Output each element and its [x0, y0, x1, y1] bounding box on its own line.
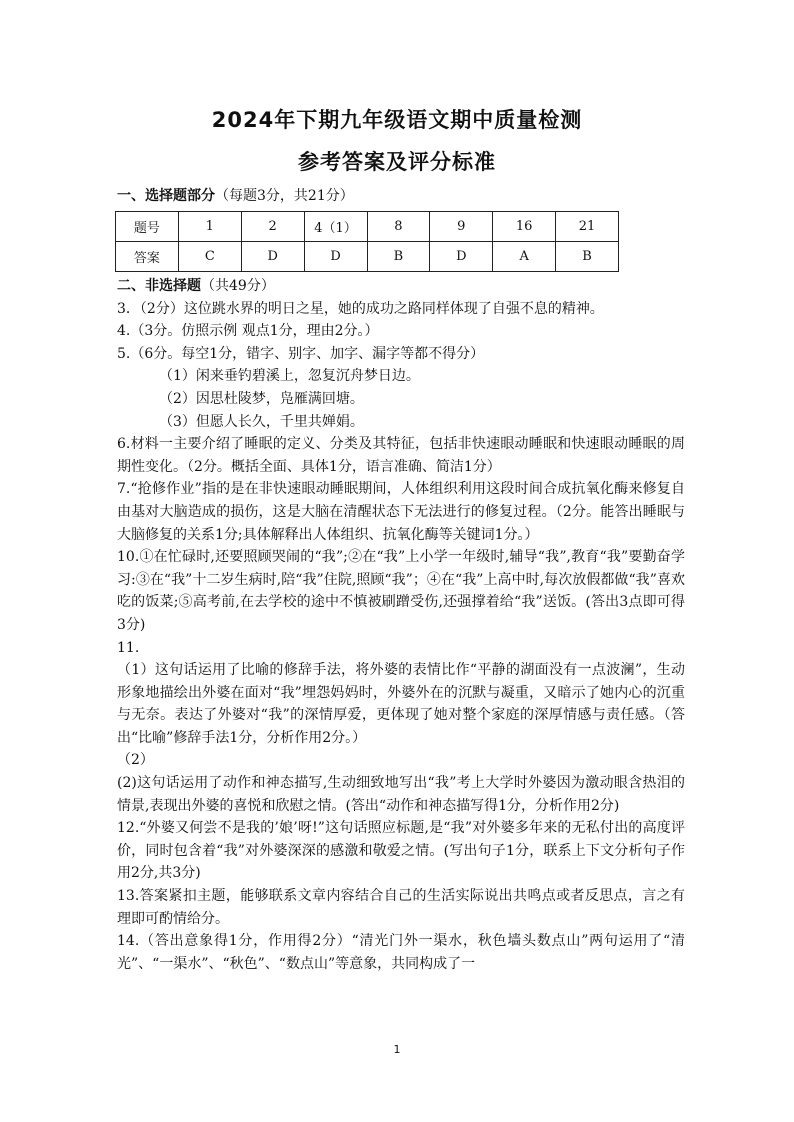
table-row-question-numbers [116, 212, 619, 242]
document-title: 2024年下期九年级语文期中质量检测 [211, 108, 583, 132]
table-cell: C [178, 242, 241, 272]
answer-table [115, 211, 619, 272]
table-cell: 21 [556, 212, 619, 242]
answer-paragraph: 5.（6分。每空1分，错字、别字、加字、漏字等都不得分） [117, 345, 485, 362]
answer-paragraph: (2)这句话运用了动作和神态描写,生动细致地写出“我”考上大学时外婆因为激动眼含热泪的情景,表现出外婆的喜悦和欣慰之情。(答出“动作和神态描写得1分，分析作用2分) [117, 775, 685, 814]
section-choice-title: 一、选择题部分 [117, 188, 215, 204]
section-choice-note: （每题3分，共21分） [215, 188, 354, 204]
table-cell: 16 [493, 212, 556, 242]
answer-paragraph: （1）这句话运用了比喻的修辞手法，将外婆的表情比作“平静的湖面没有一点波澜”，生动形象地描绘出外婆在面对“我”埋怨妈妈时，外婆外在的沉默与凝重，又暗示了她内心的沉重与无奈。表达了外婆对“我”的深情厚爱，更体现了她对整个家庭的深厚情感与责任感。（答出“比喻”修辞手法1分，分析作用2分。） [117, 662, 685, 746]
answer-paragraph: 6.材料一主要介绍了睡眠的定义、分类及其特征，包括非快速眼动睡眠和快速眼动睡眠的周期性变化。（2分。概括全面、具体1分，语言准确、简洁1分） [117, 436, 685, 475]
answer-paragraph: 13.答案紧扣主题，能够联系文章内容结合自己的生活实际说出共鸣点或者反思点，言之有理即可酌情给分。 [117, 888, 685, 927]
table-cell: 9 [430, 212, 493, 242]
document-subtitle: 参考答案及评分标准 [298, 150, 496, 174]
poem-line: （1）闲来垂钓碧溪上，忽复沉舟梦日边。 [159, 368, 420, 385]
table-row-answers [116, 242, 619, 272]
section-nonchoice-title: 二、非选择题 [117, 278, 201, 294]
page-number: 1 [393, 1043, 401, 1056]
answer-paragraph: （2） [117, 752, 154, 769]
table-cell: 题号 [116, 212, 179, 242]
answer-paragraph: 11. [117, 639, 140, 656]
section-nonchoice-heading [117, 275, 685, 298]
answer-paragraph: 14.（答出意象得1分，作用得2分）“清光门外一渠水，秋色墙头数点山”两句运用了“清光”、“一渠水”、“秋色”、“数点山”等意象，共同构成了一 [117, 933, 685, 972]
table-cell: A [493, 242, 556, 272]
answer-paragraph: 10.①在忙碌时,还要照顾哭闹的“我”;②在“我”上小学一年级时,辅导“我”,教育“我”要勤奋学习:③在“我”十二岁生病时,陪“我”住院,照顾“我”；④在“我”上高中时,每次放假都做“我”喜欢吃的饭菜;⑤高考前,在去学校的途中不慎被刷蹭受伤,还强撑着给“我”送饭。(答出3点即可得3分) [117, 549, 685, 633]
poem-line: （2）因思杜陵梦，凫雁满回塘。 [159, 390, 364, 407]
table-cell: 答案 [116, 242, 179, 272]
table-cell: D [430, 242, 493, 272]
answer-body [117, 275, 685, 975]
section-choice-heading [117, 185, 354, 205]
answer-paragraph: 3．（2分）这位跳水界的明日之星，她的成功之路同样体现了自强不息的精神。 [117, 300, 604, 317]
table-cell: 8 [367, 212, 430, 242]
answer-paragraph: 4.（3分。仿照示例 观点1分，理由2分。） [117, 323, 379, 340]
answer-paragraph: 12.“外婆又何尝不是我的’娘’呀!”这句话照应标题,是“我”对外婆多年来的无私付出的高度评价，同时包含着“我”对外婆深深的感激和敬爱之情。(写出句子1分，联系上下文分析句子作用2分,共3分) [117, 820, 685, 882]
table-cell: D [304, 242, 367, 272]
table-cell: D [241, 242, 304, 272]
answer-paragraph: 7.“抢修作业”指的是在非快速眼动睡眠期间，人体组织利用这段时间合成抗氧化酶来修复自由基对大脑造成的损伤，这是大脑在清醒状态下无法进行的修复过程。（2分。能答出睡眠与大脑修复的关系1分;具体解释出人体组织、抗氧化酶等关键词1分。） [117, 481, 685, 543]
table-cell: B [556, 242, 619, 272]
table-cell: 4（1） [304, 212, 367, 242]
poem-line: （3）但愿人长久，千里共婵娟。 [159, 413, 364, 430]
table-cell: B [367, 242, 430, 272]
section-nonchoice-note: （共49分） [201, 278, 275, 294]
table-cell: 2 [241, 212, 304, 242]
table-cell: 1 [178, 212, 241, 242]
